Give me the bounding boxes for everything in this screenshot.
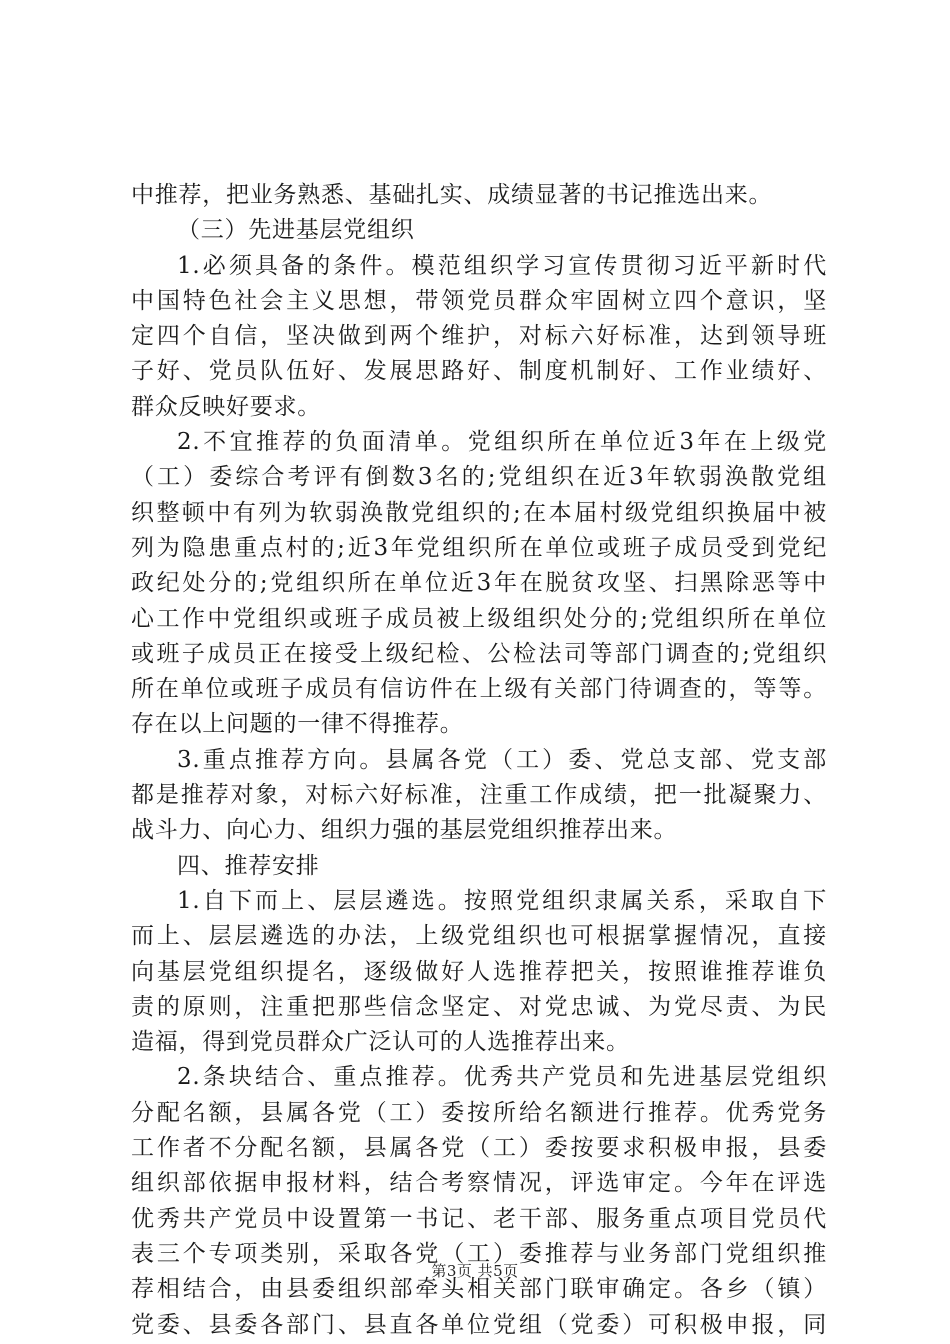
text-line: 都是推荐对象，对标六好标准，注重工作成绩，把一批凝聚力、 (131, 782, 827, 809)
text-line: 群众反映好要求。 (131, 393, 321, 420)
text-line: 心工作中党组织或班子成员被上级组织处分的;党组织所在单位 (131, 605, 827, 632)
text-line: 四、推荐安排 (177, 852, 320, 879)
text-line: 向基层党组织提名，逐级做好人选推荐把关，按照谁推荐谁负 (131, 958, 827, 985)
text-line: 党委、县委各部门、县直各单位党组（党委）可积极申报，同 (131, 1311, 827, 1338)
page-footer: 第3页 共5页 (431, 1262, 519, 1280)
text-line: 责的原则，注重把那些信念坚定、对党忠诚、为党尽责、为民 (131, 993, 827, 1020)
text-line: 而上、层层遴选的办法，上级党组织也可根据掌握情况，直接 (131, 923, 827, 950)
text-line: 存在以上问题的一律不得推荐。 (131, 711, 464, 738)
text-line: 政纪处分的;党组织所在单位近3年在脱贫攻坚、扫黑除恶等中 (131, 570, 827, 597)
text-line: 或班子成员正在接受上级纪检、公检法司等部门调查的;党组织 (131, 640, 827, 667)
text-line: 中推荐，把业务熟悉、基础扎实、成绩显著的书记推选出来。 (131, 182, 773, 208)
text-line: 所在单位或班子成员有信访件在上级有关部门待调查的，等等。 (131, 676, 827, 703)
text-line: 分配名额，县属各党（工）委按所给名额进行推荐。优秀党务 (131, 1099, 827, 1126)
text-line: 造福，得到党员群众广泛认可的人选推荐出来。 (131, 1029, 630, 1056)
text-line: 表三个专项类别，采取各党（工）委推荐与业务部门党组织推 (131, 1240, 827, 1267)
text-line: 子好、党员队伍好、发展思路好、制度机制好、工作业绩好、 (131, 358, 827, 385)
text-line: 中国特色社会主义思想，带领党员群众牢固树立四个意识，坚 (131, 287, 827, 314)
text-line: 优秀共产党员中设置第一书记、老干部、服务重点项目党员代 (131, 1205, 827, 1232)
text-line: 1.必须具备的条件。模范组织学习宣传贯彻习近平新时代 (177, 252, 827, 279)
text-line: 列为隐患重点村的;近3年党组织所在单位或班子成员受到党纪 (131, 534, 827, 561)
text-line: 组织部依据申报材料，结合考察情况，评选审定。今年在评选 (131, 1170, 827, 1197)
text-line: 织整顿中有列为软弱涣散党组织的;在本届村级党组织换届中被 (131, 499, 827, 526)
text-line: 3.重点推荐方向。县属各党（工）委、党总支部、党支部 (177, 746, 827, 773)
document-body (131, 178, 827, 1343)
text-line: 2.不宜推荐的负面清单。党组织所在单位近3年在上级党 (177, 429, 827, 456)
text-line: 2.条块结合、重点推荐。优秀共产党员和先进基层党组织 (177, 1064, 827, 1091)
text-line: （工）委综合考评有倒数3名的;党组织在近3年软弱涣散党组 (131, 464, 827, 491)
text-line: 工作者不分配名额，县属各党（工）委按要求积极申报，县委 (131, 1135, 827, 1162)
text-line: 1.自下而上、层层遴选。按照党组织隶属关系，采取自下 (177, 887, 827, 914)
text-line: 荐相结合，由县委组织部牵头相关部门联审确定。各乡（镇） (131, 1276, 827, 1303)
text-line: 定四个自信，坚决做到两个维护，对标六好标准，达到领导班 (131, 323, 827, 350)
text-line: （三）先进基层党组织 (177, 217, 415, 244)
text-line: 战斗力、向心力、组织力强的基层党组织推荐出来。 (131, 817, 678, 844)
